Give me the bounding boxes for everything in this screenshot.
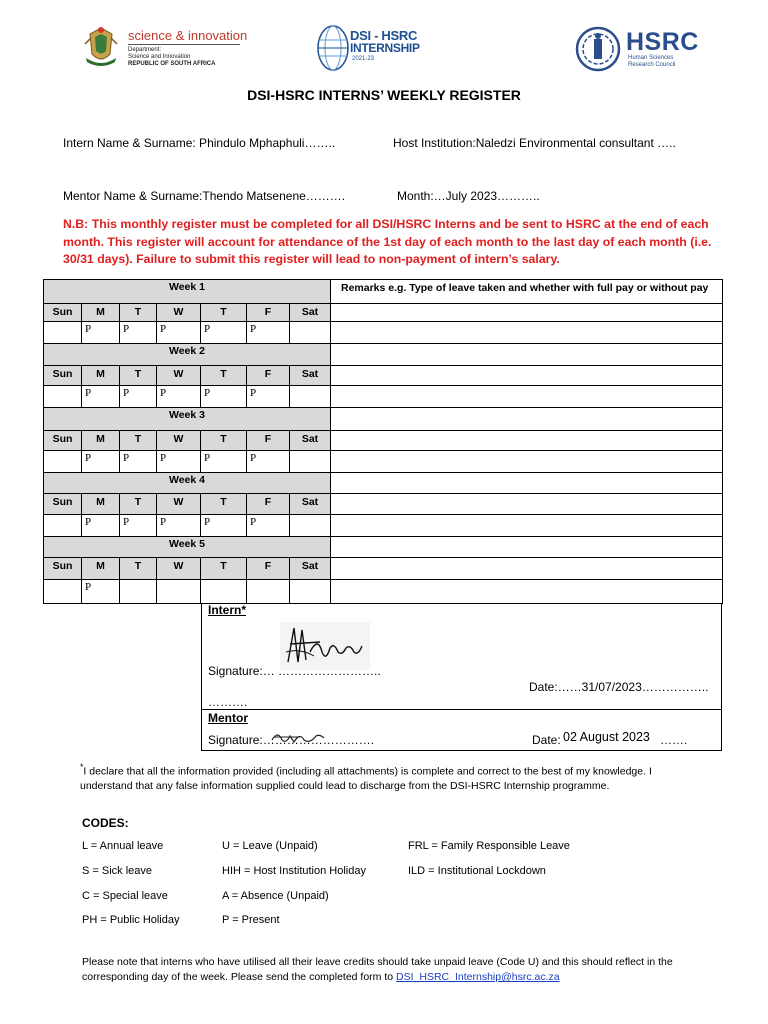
day-header-week5-3: W xyxy=(157,558,201,580)
attendance-cell-week2-6 xyxy=(290,386,331,408)
globe-icon xyxy=(316,22,350,74)
day-header-week3-5: F xyxy=(247,431,290,451)
attendance-cell-week2-3: P xyxy=(157,386,201,408)
mentor-name: Mentor Name & Surname:Thendo Matsenene………. xyxy=(63,189,346,203)
day-header-week2-1: M xyxy=(82,366,120,386)
day-header-week4-3: W xyxy=(157,494,201,515)
code-sick-leave: S = Sick leave xyxy=(82,865,153,877)
day-header-week3-4: T xyxy=(201,431,247,451)
attendance-cell-week4-4: P xyxy=(201,515,247,537)
mentor-date-value: 02 August 2023 xyxy=(563,730,650,744)
attendance-cell-week5-2 xyxy=(120,580,157,603)
mentor-date-dots: ……. xyxy=(660,733,688,747)
dsi-logo-line2: Science and Innovation xyxy=(128,54,191,60)
remarks-cell-week3-a xyxy=(331,431,723,451)
day-header-week1-6: Sat xyxy=(290,304,331,322)
attendance-cell-week2-5: P xyxy=(247,386,290,408)
attendance-cell-week2-4: P xyxy=(201,386,247,408)
remarks-header: Remarks e.g. Type of leave taken and whether with full pay or without pay xyxy=(331,280,723,304)
attendance-cell-week1-0 xyxy=(44,322,82,344)
attendance-cell-week4-5: P xyxy=(247,515,290,537)
attendance-cell-week4-2: P xyxy=(120,515,157,537)
day-header-week1-0: Sun xyxy=(44,304,82,322)
remarks-cell-week4-a xyxy=(331,494,723,515)
day-header-week3-1: M xyxy=(82,431,120,451)
hsrc-logo-subtitle xyxy=(628,55,675,68)
day-header-week5-5: F xyxy=(247,558,290,580)
code-present: P = Present xyxy=(222,914,280,926)
attendance-cell-week1-6 xyxy=(290,322,331,344)
footer-note xyxy=(82,955,712,985)
host-institution: Host Institution:Naledzi Environmental consultant ….. xyxy=(393,136,676,150)
remarks-cell-week4-b xyxy=(331,515,723,537)
day-header-week2-2: T xyxy=(120,366,157,386)
day-header-week1-4: T xyxy=(201,304,247,322)
week-label-4: Week 4 xyxy=(44,473,331,494)
attendance-cell-week2-1: P xyxy=(82,386,120,408)
hsrc-logo xyxy=(574,26,714,72)
code-unpaid-leave: U = Leave (Unpaid) xyxy=(222,840,318,852)
day-header-week5-4: T xyxy=(201,558,247,580)
attendance-cell-week3-1: P xyxy=(82,451,120,473)
remarks-cell-week5-label xyxy=(331,537,723,558)
attendance-cell-week2-0 xyxy=(44,386,82,408)
attendance-cell-week4-0 xyxy=(44,515,82,537)
attendance-cell-week1-3: P xyxy=(157,322,201,344)
remarks-cell-week5-a xyxy=(331,558,723,580)
intern-date: Date:……31/07/2023…………….. xyxy=(529,680,709,694)
attendance-cell-week2-2: P xyxy=(120,386,157,408)
day-header-week2-3: W xyxy=(157,366,201,386)
attendance-cell-week3-2: P xyxy=(120,451,157,473)
code-public-holiday: PH = Public Holiday xyxy=(82,914,180,926)
week-label-2: Week 2 xyxy=(44,344,331,366)
hsrc-emblem-icon xyxy=(574,26,622,72)
day-header-week4-6: Sat xyxy=(290,494,331,515)
attendance-cell-week3-0 xyxy=(44,451,82,473)
attendance-cell-week1-4: P xyxy=(201,322,247,344)
internship-logo xyxy=(316,22,436,74)
notice-text: N.B: This monthly register must be completed for all DSI/HSRC Interns and be sent to HSRC at the end of each month. This register will account for attendance of the 1st day of each month to the last day of each month (i.e. 30/31 days). Failure to submit this register will lead to non-payment of intern’s salary. xyxy=(63,217,712,266)
attendance-cell-week3-5: P xyxy=(247,451,290,473)
declaration-asterisk: * xyxy=(80,762,84,772)
week-label-3: Week 3 xyxy=(44,408,331,431)
day-header-week3-0: Sun xyxy=(44,431,82,451)
day-header-week3-2: T xyxy=(120,431,157,451)
day-header-week2-4: T xyxy=(201,366,247,386)
page-title: DSI-HSRC INTERNS’ WEEKLY REGISTER xyxy=(247,87,521,103)
attendance-cell-week1-2: P xyxy=(120,322,157,344)
internship-logo-line2: INTERNSHIP xyxy=(350,41,420,55)
remarks-cell-week2-a xyxy=(331,366,723,386)
dsi-logo-rule xyxy=(128,44,240,45)
dsi-logo xyxy=(82,24,252,74)
day-header-week4-4: T xyxy=(201,494,247,515)
attendance-cell-week5-4 xyxy=(201,580,247,603)
register-month: Month:…July 2023……….. xyxy=(397,189,540,203)
attendance-cell-week5-3 xyxy=(157,580,201,603)
day-header-week3-3: W xyxy=(157,431,201,451)
day-header-week2-6: Sat xyxy=(290,366,331,386)
hsrc-logo-sub2: Research Council xyxy=(628,61,676,68)
remarks-cell-week2-b xyxy=(331,386,723,408)
remarks-cell-week2-label xyxy=(331,344,723,366)
attendance-cell-week3-4: P xyxy=(201,451,247,473)
day-header-week4-0: Sun xyxy=(44,494,82,515)
remarks-cell-week1-b xyxy=(331,322,723,344)
day-header-week2-5: F xyxy=(247,366,290,386)
dsi-logo-subtitle xyxy=(128,47,215,68)
signature-divider xyxy=(201,709,722,710)
day-header-week5-1: M xyxy=(82,558,120,580)
internship-logo-line3: 2021-23 xyxy=(352,56,375,62)
dsi-logo-line3: REPUBLIC OF SOUTH AFRICA xyxy=(128,61,216,67)
code-lockdown: ILD = Institutional Lockdown xyxy=(408,865,546,877)
intern-signature-image xyxy=(280,622,370,670)
mentor-date-label: Date: xyxy=(532,733,561,747)
attendance-cell-week4-6 xyxy=(290,515,331,537)
footer-note-text: Please note that interns who have utilised all their leave credits should take unpaid leave (Code U) and this should reflect in the corresponding day of the week. Please send the completed form to xyxy=(82,956,673,983)
attendance-cell-week1-1: P xyxy=(82,322,120,344)
code-absence: A = Absence (Unpaid) xyxy=(222,890,329,902)
attendance-cell-week5-1: P xyxy=(82,580,120,603)
remarks-cell-week4-label xyxy=(331,473,723,494)
intern-signature-heading: Intern* xyxy=(208,603,247,617)
declaration-body: I declare that all the information provided (including all attachments) is complete and correct to the best of my knowledge. I understand that any false information supplied could lead to discharge from the DSI-HSRC Internship programme. xyxy=(80,765,652,792)
intern-name: Intern Name & Surname: Phindulo Mphaphuli…….. xyxy=(63,136,336,150)
attendance-cell-week1-5: P xyxy=(247,322,290,344)
mentor-signature-image xyxy=(270,728,326,746)
day-header-week1-2: T xyxy=(120,304,157,322)
email-link[interactable]: DSI_HSRC_Internship@hsrc.ac.za xyxy=(396,971,560,983)
internship-logo-line1: DSI - HSRC xyxy=(350,28,418,43)
attendance-cell-week3-3: P xyxy=(157,451,201,473)
day-header-week1-5: F xyxy=(247,304,290,322)
day-header-week4-2: T xyxy=(120,494,157,515)
attendance-cell-week4-3: P xyxy=(157,515,201,537)
remarks-cell-week3-label xyxy=(331,408,723,431)
hsrc-logo-name: HSRC xyxy=(626,28,699,56)
dsi-logo-title: science & innovation xyxy=(128,28,248,43)
day-header-week5-6: Sat xyxy=(290,558,331,580)
week-label-5: Week 5 xyxy=(44,537,331,558)
day-header-week5-2: T xyxy=(120,558,157,580)
intern-date-continued: ………. xyxy=(208,695,248,709)
attendance-cell-week5-6 xyxy=(290,580,331,603)
intern-signature-line: Signature:… …………………….. xyxy=(208,664,381,678)
code-family-leave: FRL = Family Responsible Leave xyxy=(408,840,570,852)
attendance-cell-week5-0 xyxy=(44,580,82,603)
day-header-week5-0: Sun xyxy=(44,558,82,580)
day-header-week4-1: M xyxy=(82,494,120,515)
mentor-signature-line: Signature:………………………. xyxy=(208,733,375,747)
code-special-leave: C = Special leave xyxy=(82,890,168,902)
hsrc-logo-sub1: Human Sciences xyxy=(628,55,674,61)
attendance-cell-week5-5 xyxy=(247,580,290,603)
code-annual-leave: L = Annual leave xyxy=(82,840,164,852)
codes-heading: CODES: xyxy=(82,816,129,830)
day-header-week2-0: Sun xyxy=(44,366,82,386)
day-header-week3-6: Sat xyxy=(290,431,331,451)
coat-of-arms-icon xyxy=(82,24,120,70)
day-header-week1-1: M xyxy=(82,304,120,322)
dsi-logo-line1: Department: xyxy=(128,47,162,53)
attendance-cell-week3-6 xyxy=(290,451,331,473)
day-header-week1-3: W xyxy=(157,304,201,322)
remarks-cell-week3-b xyxy=(331,451,723,473)
attendance-cell-week4-1: P xyxy=(82,515,120,537)
week-label-1: Week 1 xyxy=(44,280,331,304)
weekly-register-table xyxy=(43,279,723,604)
day-header-week4-5: F xyxy=(247,494,290,515)
code-host-holiday: HIH = Host Institution Holiday xyxy=(222,865,366,877)
declaration-text xyxy=(80,760,680,793)
remarks-cell-week1-a xyxy=(331,304,723,322)
mentor-signature-heading: Mentor xyxy=(208,711,248,725)
remarks-cell-week5-b xyxy=(331,580,723,603)
